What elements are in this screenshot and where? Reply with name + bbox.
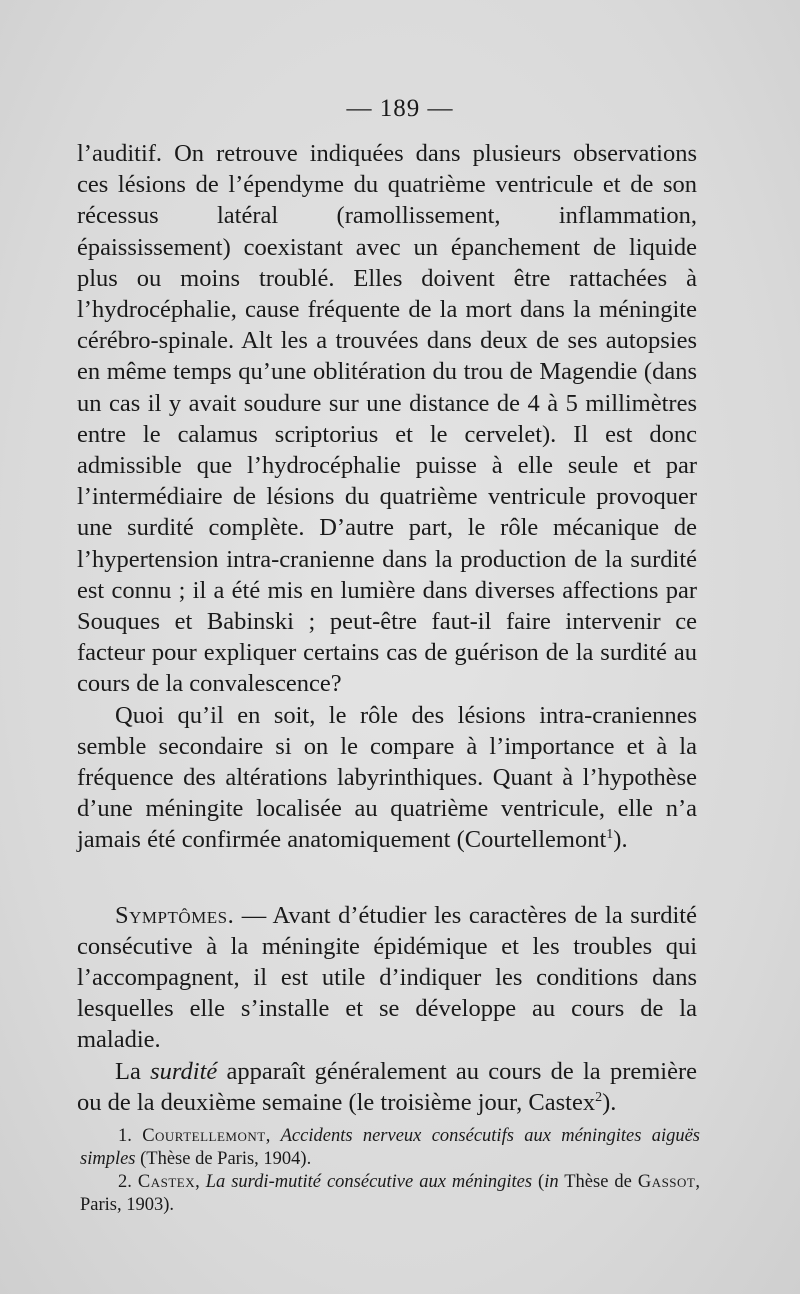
footnote-1 — [80, 1125, 700, 1171]
footnote-1-sep: , — [265, 1126, 281, 1146]
body-text — [77, 138, 697, 1118]
footnote-2-rest-2: Thèse de — [558, 1172, 638, 1192]
footnote-2-in: in — [544, 1172, 559, 1192]
paragraph-2-end: ). — [613, 826, 628, 854]
section-heading: Symptômes. — [115, 901, 235, 929]
paragraph-4-text: apparaît généralement au cours de la première ou de la deuxième semaine (le troisième jour, Castex — [77, 1057, 697, 1116]
paragraph-1: l’auditif. On retrouve indiquées dans plusieurs observations ces lésions de l’épendyme du quatrième ventricule et de son récessus latéral (ramollissement, inflammation, épaississement) coexistant avec un épanchement de liquide plus ou moins troublé. Elles doivent être rattachées à l’hydrocéphalie, cause fréquente de la mort dans la méningite cérébro-spinale. Alt les a trouvées dans deux de ses autopsies en même temps qu’une oblitération du trou de Magendie (dans un cas il y avait soudure sur une distance de 4 à 5 millimètres entre le calamus scriptorius et le cervelet). Il est donc admissible que l’hydrocéphalie puisse à elle seule et par l’intermédiaire de lésions du quatrième ventricule provoquer une surdité complète. D’autre part, le rôle mécanique de l’hypertension intra-cranienne dans la production de la surdité est connu ; il a été mis en lumière dans diverses affections par Souques et Babinski ; peut-être faut-il faire intervenir ce facteur pour expliquer certains cas de guérison de la surdité au cours de la convalescence? — [77, 140, 697, 698]
footnote-2-sep: , — [195, 1172, 206, 1192]
paragraph-4 — [77, 1056, 697, 1118]
paragraph-3-text: — Avant d’étudier les caractères de la surdité consécutive à la méningite épidémique et les troubles qui l’accompagnent, il est utile d’indiquer les conditions dans lesquelles elle s’installe et se développe au cours de la maladie. — [77, 901, 697, 1054]
footnote-ref-2: 2 — [595, 1089, 603, 1105]
paragraph-4-emphasis: surdité — [150, 1057, 218, 1085]
paragraph-4-end: ). — [602, 1088, 617, 1116]
footnote-2-author: Castex — [137, 1172, 196, 1192]
paragraph-3 — [77, 900, 697, 1056]
footnote-1-author: Courtellemont — [142, 1126, 266, 1146]
page-number: — 189 — — [346, 95, 454, 122]
footnotes — [80, 1125, 700, 1217]
footnote-2-rest-1: ( — [532, 1172, 545, 1192]
footnote-2-title: La surdi-mutité consécutive aux méningites — [205, 1172, 533, 1192]
footnote-2-rest-3: , Paris, 1903). — [80, 1172, 700, 1215]
paragraph-4-start: La — [115, 1057, 151, 1085]
footnote-ref-1: 1 — [606, 827, 614, 843]
footnote-2 — [80, 1171, 700, 1217]
footnote-1-title: Accidents nerveux consécutifs aux méningites aiguës simples — [80, 1126, 700, 1169]
paragraph-2-text: Quoi qu’il en soit, le rôle des lésions intra-craniennes semble secondaire si on le compare à l’importance et à la fréquence des altérations labyrinthiques. Quant à l’hypothèse d’une méningite localisée au quatrième ventricule, elle n’a jamais été confirmée anatomiquement (Courtellemont — [77, 701, 697, 854]
paragraph-2 — [77, 700, 697, 856]
footnote-1-number: 1. — [118, 1126, 143, 1146]
footnote-1-rest: (Thèse de Paris, 1904). — [135, 1149, 312, 1169]
footnote-2-number: 2. — [118, 1172, 138, 1192]
footnote-2-author-2: Gassot — [637, 1172, 696, 1192]
